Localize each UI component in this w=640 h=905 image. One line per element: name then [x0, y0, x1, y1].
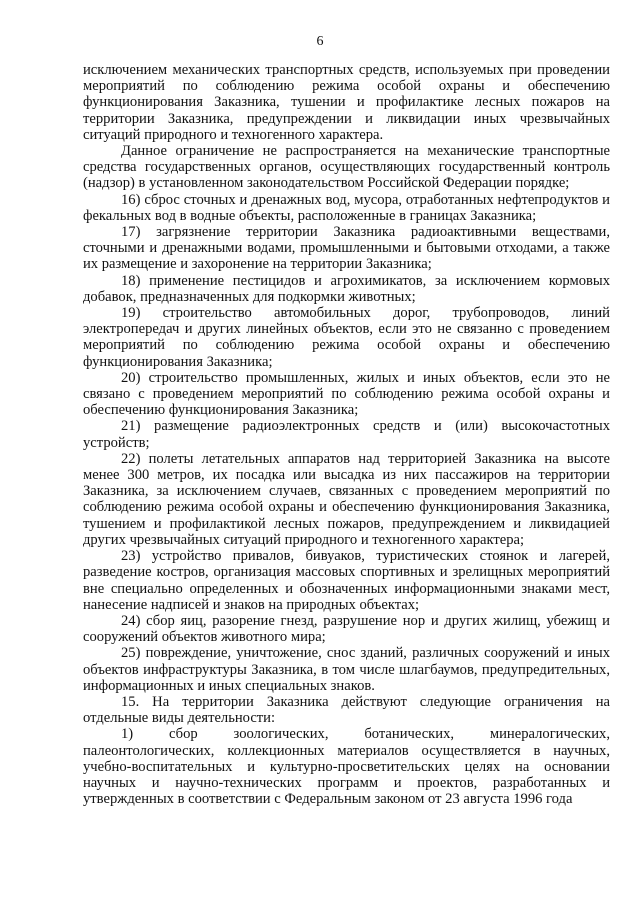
paragraph-item-25: 25) повреждение, уничтожение, снос зданий, различных сооружений и иных объектов инфраструктуры Заказника, в том числе шлагбаумов, предупредительных, информационных и иных специальных знаков. [83, 645, 610, 694]
document-body [83, 62, 610, 807]
page-number: 6 [316, 34, 324, 49]
paragraph-section-15: 15. На территории Заказника действуют следующие ограничения на отдельные виды деятельности: [83, 693, 610, 727]
paragraph-item-16: 16) сброс сточных и дренажных вод, мусора, отработанных нефтепродуктов и фекальных вод в водные объекты, расположенные в границах Заказника; [83, 191, 610, 224]
paragraph: Данное ограничение не распространяется на механические транспортные средства государственных органов, осуществляющих государственный контроль (надзор) в установленном законодательством Российской Федерации порядке; [83, 143, 610, 192]
paragraph-item-18: 18) применение пестицидов и агрохимикатов, за исключением кормовых добавок, предназначенных для подкормки животных; [83, 272, 610, 305]
paragraph-item-24: 24) сбор яиц, разорение гнезд, разрушение нор и других жилищ, убежищ и сооружений объектов животного мира; [83, 612, 610, 646]
paragraph-item-1: 1) сбор зоологических, ботанических, минералогических, палеонтологических, коллекционных материалов осуществляется в научных, учебно-воспитательных и культурно-просветительских целях на основании научных и научно-технических программ и проектов, разработанных и утвержденных в соответствии с Федеральным законом от 23 августа 1996 года [83, 726, 610, 808]
paragraph-item-19: 19) строительство автомобильных дорог, трубопроводов, линий электропередач и других линейных объектов, если это не связанно с проведением мероприятий по соблюдению режима особой охраны и обеспечению функционирования Заказника; [83, 305, 610, 370]
paragraph-item-17: 17) загрязнение территории Заказника радиоактивными веществами, сточными и дренажными водами, промышленными и бытовыми отходами, а также их размещение и захоронение на территории Заказника; [83, 224, 610, 273]
paragraph: исключением механических транспортных средств, используемых при проведении мероприятий по соблюдению режима особой охраны и обеспечению функционирования Заказника, тушении и профилактике лесных пожаров на территории Заказника, предупреждении и ликвидации иных чрезвычайных ситуаций природного и техногенного характера. [83, 62, 610, 143]
paragraph-item-23: 23) устройство привалов, бивуаков, туристических стоянок и лагерей, разведение костров, организация массовых спортивных и зрелищных мероприятий вне специально определенных и обозначенных информационными знаками мест, нанесение надписей и знаков на природных объектах; [83, 548, 610, 613]
paragraph-item-22: 22) полеты летательных аппаратов над территорией Заказника на высоте менее 300 метров, их посадка или высадка из них пассажиров на территории Заказника, за исключением случаев, связанных с проведением мероприятий по соблюдению режима особой охраны и обеспечению функционирования Заказника, тушением и профилактикой лесных пожаров, предупреждением и ликвидацией других чрезвычайных ситуаций природного и техногенного характера; [83, 450, 610, 548]
paragraph-item-21: 21) размещение радиоэлектронных средств и (или) высокочастотных устройств; [83, 418, 610, 451]
paragraph-item-20: 20) строительство промышленных, жилых и иных объектов, если это не связано с проведением мероприятий по соблюдению режима особой охраны и обеспечению функционирования Заказника; [83, 369, 610, 419]
